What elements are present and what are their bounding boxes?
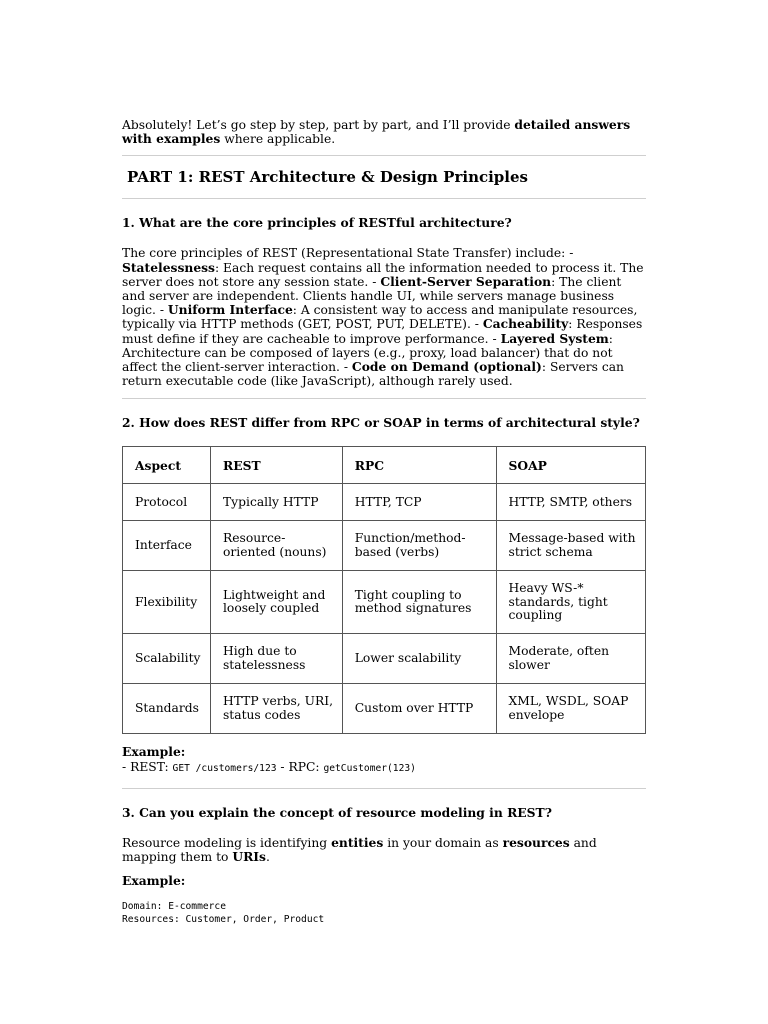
term-code-on-demand: Code on Demand (optional) xyxy=(351,359,542,375)
table-row xyxy=(123,521,646,571)
table-row xyxy=(123,634,646,684)
example-label: Example: xyxy=(122,744,186,760)
table-cell: Function/method-based (verbs) xyxy=(342,521,496,571)
intro-bold: detailed answers with examples xyxy=(122,117,631,147)
question-1-answer: The core principles of REST (Representational State Transfer) include: - Statelessness: Each request contains all the information needed to process it. The server does not store any session state. - Client-Server Separation: The client and server are independent. Clients handle UI, while servers manage business logic. - Uniform Interface: A consistent way to access and manipulate resources, typically via HTTP methods (GET, POST, PUT, DELETE). - Cacheability: Responses must define if they are cacheable to improve performance. - Layered System: Architecture can be composed of layers (e.g., proxy, load balancer) that do not affect the client-server interaction. - Code on Demand (optional): Servers can return executable code (like JavaScript), although rarely used. xyxy=(122,246,644,389)
table-header: RPC xyxy=(342,447,496,484)
table-header: Aspect xyxy=(123,447,211,484)
table-header: SOAP xyxy=(496,447,645,484)
question-3-title: 3. Can you explain the concept of resource modeling in REST? xyxy=(122,804,552,820)
code-line: Resources: Customer, Order, Product xyxy=(122,914,325,926)
intro-paragraph xyxy=(122,118,646,146)
comparison-table xyxy=(122,446,646,734)
table-cell: Lightweight and loosely coupled xyxy=(210,571,342,634)
term-client-server: Client-Server Separation xyxy=(380,273,552,289)
term-resources: resources xyxy=(502,834,570,850)
table-cell: XML, WSDL, SOAP envelope xyxy=(496,684,645,734)
rpc-example-code: getCustomer(123) xyxy=(323,762,416,774)
table-cell: Moderate, often slower xyxy=(496,634,645,684)
intro-text-end: where applicable. xyxy=(220,132,336,147)
divider xyxy=(122,155,646,156)
term-layered-system: Layered System xyxy=(500,330,609,346)
divider xyxy=(122,398,646,399)
example-line: - REST: GET /customers/123 - RPC: getCustomer(123) xyxy=(122,759,416,774)
table-cell: Interface xyxy=(123,521,211,571)
divider xyxy=(122,788,646,789)
table-cell: Flexibility xyxy=(123,571,211,634)
rest-example-code: GET /customers/123 xyxy=(172,762,277,774)
part-title: PART 1: REST Architecture & Design Principles xyxy=(127,168,528,187)
table-header-row xyxy=(123,447,646,484)
table-cell: Resource-oriented (nouns) xyxy=(210,521,342,571)
table-cell: HTTP, SMTP, others xyxy=(496,484,645,521)
table-cell: Standards xyxy=(123,684,211,734)
code-line: Domain: E-commerce xyxy=(122,901,226,913)
term-uniform-interface: Uniform Interface xyxy=(167,302,293,318)
term-entities: entities xyxy=(331,834,384,850)
term-cacheability: Cacheability xyxy=(482,316,569,332)
table-cell: HTTP verbs, URI, status codes xyxy=(210,684,342,734)
table-cell: Message-based with strict schema xyxy=(496,521,645,571)
term-statelessness: Statelessness xyxy=(122,259,215,275)
table-cell: Tight coupling to method signatures xyxy=(342,571,496,634)
table-row xyxy=(123,484,646,521)
table-cell: HTTP, TCP xyxy=(342,484,496,521)
question-3-answer: Resource modeling is identifying entities in your domain as resources and mapping them to URIs. xyxy=(122,834,597,865)
divider xyxy=(122,198,646,199)
table-row xyxy=(123,571,646,634)
document-page xyxy=(122,118,646,926)
table-cell: Custom over HTTP xyxy=(342,684,496,734)
table-cell: Typically HTTP xyxy=(210,484,342,521)
code-block xyxy=(122,900,646,926)
table-cell: High due to statelessness xyxy=(210,634,342,684)
question-2-title: 2. How does REST differ from RPC or SOAP in terms of architectural style? xyxy=(122,415,640,431)
table-cell: Heavy WS-* standards, tight coupling xyxy=(496,571,645,634)
table-cell: Protocol xyxy=(123,484,211,521)
intro-text: Absolutely! Let’s go step by step, part by part, and I’ll provide xyxy=(122,118,515,132)
question-1-title: 1. What are the core principles of RESTful architecture? xyxy=(122,215,512,231)
example-label: Example: xyxy=(122,873,186,889)
table-cell: Scalability xyxy=(123,634,211,684)
table-header: REST xyxy=(210,447,342,484)
table-cell: Lower scalability xyxy=(342,634,496,684)
table-row xyxy=(123,684,646,734)
term-uris: URIs xyxy=(232,849,266,865)
